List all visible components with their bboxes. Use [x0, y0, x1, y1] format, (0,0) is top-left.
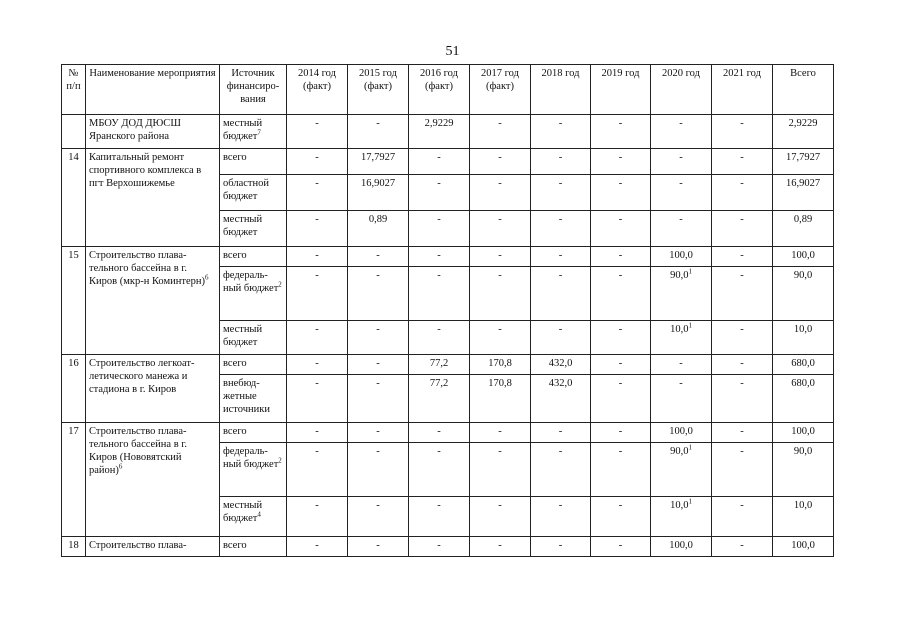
value-text: - — [437, 250, 441, 261]
value-2019 — [591, 355, 651, 375]
value-2021 — [712, 211, 773, 247]
value-text: - — [740, 500, 744, 511]
value-2016 — [409, 115, 470, 149]
value-text: - — [315, 270, 319, 281]
value-2017 — [470, 175, 531, 211]
value-2019 — [591, 423, 651, 443]
value-text: - — [498, 250, 502, 261]
footnote-mark: 4 — [257, 510, 261, 519]
value-2019 — [591, 497, 651, 537]
value-text: - — [315, 540, 319, 551]
value-text: - — [315, 324, 319, 335]
value-text: - — [740, 118, 744, 129]
value-text: 100,0 — [669, 540, 693, 551]
header-2016: 2016 год (факт) — [409, 65, 470, 115]
funding-source-text: федераль-ный бюджет — [223, 270, 279, 294]
value-text: - — [740, 324, 744, 335]
value-2016 — [409, 175, 470, 211]
value-total: 10,0 — [773, 321, 834, 355]
row-number — [62, 115, 86, 149]
value-2015 — [348, 115, 409, 149]
value-total: 16,9027 — [773, 175, 834, 211]
value-text: - — [740, 152, 744, 163]
value-text: - — [618, 250, 623, 261]
value-text: - — [437, 446, 441, 457]
measure-name-text: МБОУ ДОД ДЮСШ Яранского района — [89, 118, 181, 142]
value-text: 77,2 — [429, 378, 449, 389]
funding-source-text: всего — [223, 250, 247, 261]
value-total: 90,0 — [773, 267, 834, 321]
value-text: - — [618, 324, 623, 335]
funding-source — [220, 149, 287, 175]
value-text: - — [618, 358, 623, 369]
footnote-mark: 6 — [118, 462, 123, 471]
value-text: - — [498, 152, 502, 163]
header-2017: 2017 год (факт) — [470, 65, 531, 115]
row-number: 14 — [62, 149, 86, 247]
funding-source — [220, 211, 287, 247]
funding-source-text: местный бюджет — [223, 214, 263, 238]
footnote-mark: 1 — [688, 497, 692, 506]
value-2021 — [712, 267, 773, 321]
value-text: 0,89 — [368, 214, 388, 225]
value-total: 0,89 — [773, 211, 834, 247]
value-text: - — [498, 500, 502, 511]
value-text: 16,9027 — [360, 178, 396, 189]
value-2015 — [348, 267, 409, 321]
table-row — [62, 423, 834, 443]
table-body — [62, 115, 834, 557]
value-2018 — [531, 321, 591, 355]
value-2017 — [470, 149, 531, 175]
header-2021: 2021 год — [712, 65, 773, 115]
header-2014: 2014 год (факт) — [287, 65, 348, 115]
value-total: 100,0 — [773, 537, 834, 557]
value-text: 17,7927 — [360, 152, 396, 163]
value-2021 — [712, 537, 773, 557]
value-2020 — [651, 423, 712, 443]
value-text: - — [376, 324, 380, 335]
value-total: 680,0 — [773, 355, 834, 375]
value-text: - — [618, 446, 623, 457]
funding-source-text: всего — [223, 358, 247, 369]
value-2021 — [712, 321, 773, 355]
value-text: - — [315, 358, 319, 369]
header-name: Наименование мероприятия — [86, 65, 220, 115]
value-text: - — [315, 118, 319, 129]
value-2015 — [348, 375, 409, 423]
value-text: - — [618, 500, 623, 511]
header-2020: 2020 год — [651, 65, 712, 115]
value-total: 17,7927 — [773, 149, 834, 175]
value-text: - — [376, 500, 380, 511]
funding-source-text: внебюд-жетные источники — [223, 378, 270, 415]
row-number: 15 — [62, 247, 86, 355]
value-2017 — [470, 375, 531, 423]
value-text: - — [437, 152, 441, 163]
value-text: 10,0 — [670, 324, 689, 335]
value-text: - — [376, 270, 380, 281]
value-2019 — [591, 267, 651, 321]
value-2019 — [591, 247, 651, 267]
value-2015 — [348, 355, 409, 375]
row-number: 18 — [62, 537, 86, 557]
value-2019 — [591, 149, 651, 175]
value-total: 100,0 — [773, 247, 834, 267]
value-2014 — [287, 537, 348, 557]
value-2020 — [651, 247, 712, 267]
value-text: 170,8 — [488, 378, 512, 389]
value-text: - — [558, 540, 563, 551]
value-text: - — [558, 250, 563, 261]
value-2015 — [348, 497, 409, 537]
value-text: - — [740, 250, 744, 261]
value-2020 — [651, 149, 712, 175]
funding-source-text: федераль-ный бюджет — [223, 446, 279, 470]
value-text: - — [558, 500, 563, 511]
value-text: - — [376, 540, 380, 551]
value-2020 — [651, 355, 712, 375]
value-total: 2,9229 — [773, 115, 834, 149]
funding-source — [220, 443, 287, 497]
value-text: - — [679, 214, 683, 225]
value-text: - — [558, 324, 563, 335]
value-text: - — [498, 426, 502, 437]
measure-name — [86, 537, 220, 557]
value-2015 — [348, 443, 409, 497]
value-2016 — [409, 247, 470, 267]
value-text: - — [315, 178, 319, 189]
footnote-mark: 2 — [278, 280, 282, 289]
funding-source-text: всего — [223, 426, 247, 437]
value-text: - — [437, 540, 441, 551]
value-text: - — [558, 426, 563, 437]
value-text: - — [437, 324, 441, 335]
value-text: - — [498, 540, 502, 551]
measure-name — [86, 423, 220, 537]
value-2014 — [287, 321, 348, 355]
funding-source-text: местный бюджет — [223, 324, 263, 348]
value-text: - — [618, 152, 623, 163]
value-2017 — [470, 443, 531, 497]
value-text: - — [558, 214, 563, 225]
value-2015 — [348, 321, 409, 355]
measure-name-text: Строительство легкоат-летического манежа и стадиона в г. Киров — [89, 358, 195, 395]
value-2021 — [712, 175, 773, 211]
value-text: - — [558, 178, 563, 189]
value-2018 — [531, 355, 591, 375]
value-text: - — [740, 270, 744, 281]
value-2017 — [470, 211, 531, 247]
table-row — [62, 149, 834, 175]
value-text: - — [376, 250, 380, 261]
measure-name-text: Строительство плава-тельного бассейна в г. Киров (мкр-н Коминтерн) — [89, 250, 205, 287]
value-total: 100,0 — [773, 423, 834, 443]
measure-name — [86, 115, 220, 149]
value-total: 680,0 — [773, 375, 834, 423]
value-text: 432,0 — [548, 358, 573, 369]
measure-name-text: Капитальный ремонт спортивного комплекса в пгт Верхошижемье — [89, 152, 202, 189]
value-text: - — [679, 378, 683, 389]
value-text: - — [679, 358, 683, 369]
value-text: - — [437, 500, 441, 511]
funding-source — [220, 355, 287, 375]
value-2018 — [531, 497, 591, 537]
value-2018 — [531, 175, 591, 211]
table-header-row — [62, 65, 834, 115]
funding-source — [220, 321, 287, 355]
value-text: - — [498, 324, 502, 335]
value-text: - — [679, 178, 683, 189]
value-total: 10,0 — [773, 497, 834, 537]
value-2014 — [287, 149, 348, 175]
value-2020 — [651, 497, 712, 537]
value-text: - — [618, 214, 623, 225]
value-2021 — [712, 443, 773, 497]
value-2017 — [470, 355, 531, 375]
value-2021 — [712, 375, 773, 423]
value-text: - — [376, 358, 380, 369]
footnote-mark: 6 — [204, 273, 209, 282]
value-text: - — [679, 118, 683, 129]
value-2015 — [348, 149, 409, 175]
value-2018 — [531, 149, 591, 175]
value-text: 2,9229 — [424, 118, 454, 129]
value-2019 — [591, 175, 651, 211]
value-2014 — [287, 267, 348, 321]
value-text: - — [315, 152, 319, 163]
funding-source — [220, 497, 287, 537]
value-total: 90,0 — [773, 443, 834, 497]
value-2016 — [409, 375, 470, 423]
value-text: - — [498, 178, 502, 189]
value-2015 — [348, 247, 409, 267]
funding-source-text: всего — [223, 152, 247, 163]
measure-name — [86, 355, 220, 423]
value-text: - — [618, 378, 623, 389]
value-text: 170,8 — [488, 358, 512, 369]
value-2018 — [531, 267, 591, 321]
value-2021 — [712, 247, 773, 267]
value-text: - — [437, 426, 441, 437]
value-text: 77,2 — [429, 358, 449, 369]
value-text: - — [315, 446, 319, 457]
value-2019 — [591, 443, 651, 497]
value-text: 90,0 — [670, 446, 689, 457]
row-number: 17 — [62, 423, 86, 537]
value-text: - — [498, 118, 502, 129]
value-2017 — [470, 497, 531, 537]
funding-table — [61, 64, 834, 557]
value-text: - — [740, 358, 744, 369]
funding-source — [220, 267, 287, 321]
value-text: - — [558, 446, 563, 457]
value-2018 — [531, 443, 591, 497]
measure-name-text: Строительство плава- — [89, 540, 187, 551]
value-2017 — [470, 115, 531, 149]
footnote-mark: 1 — [688, 443, 692, 452]
value-2020 — [651, 115, 712, 149]
value-2014 — [287, 443, 348, 497]
funding-source — [220, 375, 287, 423]
value-2017 — [470, 321, 531, 355]
measure-name-text: Строительство плава-тельного бассейна в г. Киров (Нововятский район) — [89, 426, 188, 476]
funding-source — [220, 175, 287, 211]
value-text: - — [618, 426, 623, 437]
value-2018 — [531, 247, 591, 267]
header-source: Источник финансиро-вания — [220, 65, 287, 115]
header-2018: 2018 год — [531, 65, 591, 115]
value-text: - — [437, 178, 441, 189]
funding-source-text: всего — [223, 540, 247, 551]
header-2019: 2019 год — [591, 65, 651, 115]
footnote-mark: 2 — [278, 456, 282, 465]
value-text: - — [740, 446, 744, 457]
value-text: - — [315, 500, 319, 511]
value-2014 — [287, 423, 348, 443]
funding-source — [220, 115, 287, 149]
value-text: - — [740, 178, 744, 189]
value-2018 — [531, 423, 591, 443]
value-2016 — [409, 211, 470, 247]
funding-source — [220, 423, 287, 443]
value-2018 — [531, 211, 591, 247]
value-2016 — [409, 149, 470, 175]
value-2020 — [651, 443, 712, 497]
value-2020 — [651, 267, 712, 321]
value-text: - — [437, 270, 441, 281]
value-text: - — [740, 540, 744, 551]
value-text: - — [315, 250, 319, 261]
value-text: 100,0 — [669, 426, 693, 437]
value-text: - — [740, 378, 744, 389]
value-text: - — [376, 426, 380, 437]
value-2019 — [591, 375, 651, 423]
value-2015 — [348, 211, 409, 247]
table-row — [62, 115, 834, 149]
value-text: - — [618, 540, 623, 551]
value-2014 — [287, 211, 348, 247]
table-row — [62, 537, 834, 557]
value-2014 — [287, 375, 348, 423]
value-text: 432,0 — [548, 378, 573, 389]
value-text: - — [740, 214, 744, 225]
funding-source — [220, 247, 287, 267]
value-text: 100,0 — [669, 250, 693, 261]
value-text: - — [315, 214, 319, 225]
value-text: - — [558, 270, 563, 281]
value-2019 — [591, 537, 651, 557]
table-row — [62, 355, 834, 375]
value-text: - — [618, 178, 623, 189]
value-2016 — [409, 267, 470, 321]
funding-source — [220, 537, 287, 557]
funding-source-text: местный бюджет — [223, 118, 263, 142]
value-text: - — [618, 270, 623, 281]
footnote-mark: 1 — [688, 321, 692, 330]
header-total: Всего — [773, 65, 834, 115]
value-2014 — [287, 355, 348, 375]
page-number: 51 — [445, 44, 460, 59]
funding-source-text: областной бюджет — [223, 178, 269, 202]
value-text: - — [315, 426, 319, 437]
footnote-mark: 7 — [257, 128, 261, 137]
row-number: 16 — [62, 355, 86, 423]
value-2019 — [591, 115, 651, 149]
value-2016 — [409, 497, 470, 537]
funding-source-text: местный бюджет — [223, 500, 263, 524]
value-text: - — [376, 118, 380, 129]
value-2017 — [470, 267, 531, 321]
value-2021 — [712, 115, 773, 149]
value-2015 — [348, 175, 409, 211]
value-2021 — [712, 423, 773, 443]
value-text: - — [498, 446, 502, 457]
value-text: - — [558, 152, 563, 163]
value-text: - — [558, 118, 563, 129]
value-2019 — [591, 211, 651, 247]
value-2014 — [287, 115, 348, 149]
value-2016 — [409, 443, 470, 497]
value-2018 — [531, 375, 591, 423]
value-2017 — [470, 423, 531, 443]
value-2020 — [651, 321, 712, 355]
value-2017 — [470, 537, 531, 557]
value-text: - — [740, 426, 744, 437]
value-text: - — [498, 270, 502, 281]
value-text: 90,0 — [670, 270, 689, 281]
value-2020 — [651, 375, 712, 423]
value-2017 — [470, 247, 531, 267]
value-text: - — [618, 118, 623, 129]
value-2020 — [651, 211, 712, 247]
value-2014 — [287, 247, 348, 267]
measure-name — [86, 247, 220, 355]
value-2014 — [287, 497, 348, 537]
value-text: - — [376, 378, 380, 389]
value-text: - — [376, 446, 380, 457]
value-2021 — [712, 497, 773, 537]
value-2016 — [409, 423, 470, 443]
measure-name — [86, 149, 220, 247]
value-2016 — [409, 321, 470, 355]
footnote-mark: 1 — [688, 267, 692, 276]
value-text: 10,0 — [670, 500, 689, 511]
value-2020 — [651, 537, 712, 557]
table-row — [62, 247, 834, 267]
value-2021 — [712, 149, 773, 175]
value-text: - — [437, 214, 441, 225]
value-2016 — [409, 355, 470, 375]
value-2015 — [348, 423, 409, 443]
header-number: № п/п — [62, 65, 86, 115]
value-text: - — [315, 378, 319, 389]
value-text: - — [679, 152, 683, 163]
value-2020 — [651, 175, 712, 211]
value-2021 — [712, 355, 773, 375]
value-2014 — [287, 175, 348, 211]
value-2018 — [531, 537, 591, 557]
value-2016 — [409, 537, 470, 557]
value-text: - — [498, 214, 502, 225]
value-2018 — [531, 115, 591, 149]
value-2019 — [591, 321, 651, 355]
value-2015 — [348, 537, 409, 557]
header-2015: 2015 год (факт) — [348, 65, 409, 115]
